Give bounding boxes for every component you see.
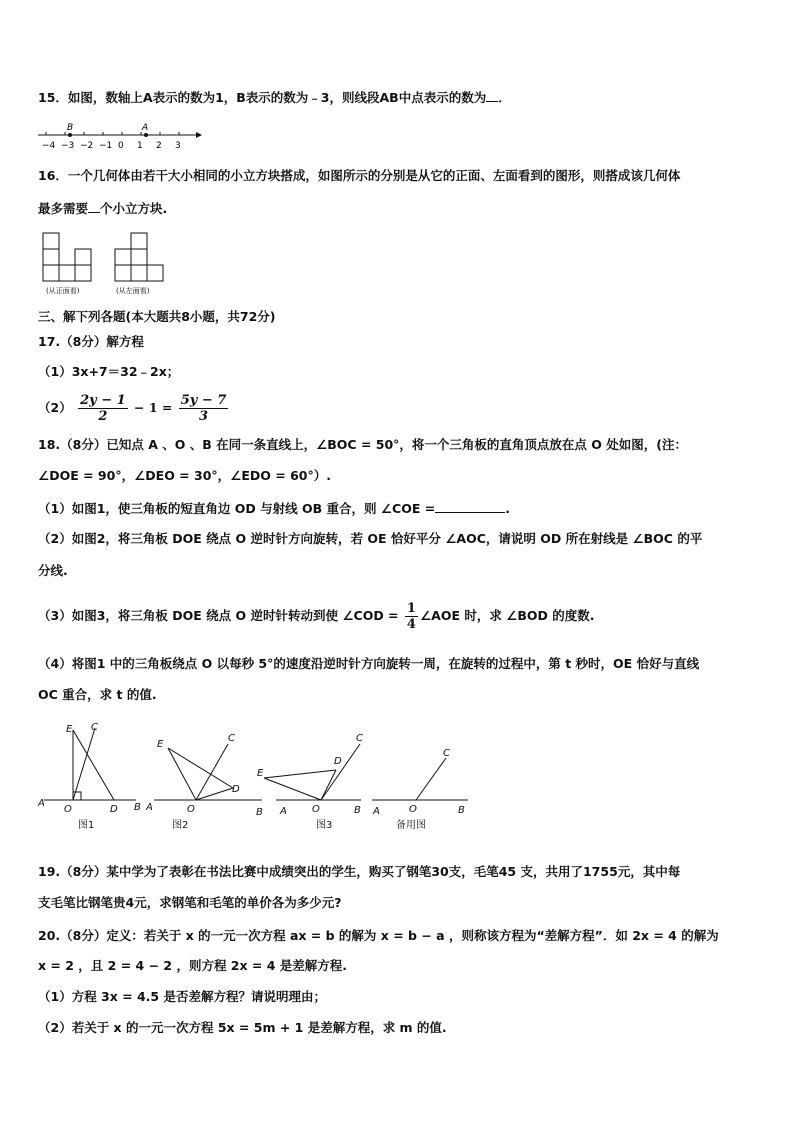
tick-label: 1	[137, 141, 143, 151]
front-view-grid	[43, 233, 91, 281]
spare-label-C: C	[443, 748, 450, 759]
fig2-label-O: O	[187, 804, 195, 815]
tick-label: −3	[61, 141, 75, 151]
q15-answer-blank	[486, 88, 498, 102]
tick-label: 2	[156, 141, 162, 151]
q16-line2	[38, 199, 167, 218]
number-line-figure	[34, 120, 204, 154]
q20-line1: 20.（8分）定义：若关于 x 的一元一次方程 ax = b 的解为 x = b − a ，则称该方程为“差解方程”．如 2x = 4 的解为	[38, 928, 719, 943]
q18-line2: ∠DOE = 90°，∠DEO = 30°，∠EDO = 60°）.	[38, 468, 331, 483]
fig1-label-O: O	[64, 804, 72, 815]
spare-OC	[416, 758, 446, 800]
q16-line1: 16．一个几何体由若干大小相同的小立方块搭成，如图所示的分别是从它的正面、左面看到的图形，则搭成该几何体	[38, 168, 681, 183]
tick-label: −4	[42, 141, 56, 151]
q17-part1	[38, 363, 179, 381]
fig3-label-C: C	[356, 733, 363, 744]
q18-p1-text: （1）如图1，使三角板的短直角边 OD 与射线 OB 重合，则 ∠COE =	[38, 501, 436, 516]
label-B: B	[67, 123, 74, 133]
fig1-ED	[73, 730, 114, 800]
q18-figures	[36, 716, 476, 836]
fig3-caption: 图3	[316, 820, 333, 831]
fig1-label-C: C	[91, 722, 98, 733]
q18-part2b: 分线.	[38, 563, 68, 578]
q17-part2	[38, 391, 230, 425]
q16-line2-start: 最多需要	[38, 201, 89, 216]
fig2-label-E: E	[157, 739, 164, 750]
q18-p3-fraction	[405, 601, 418, 632]
q15-tail: ．	[498, 90, 511, 105]
q17-left-numerator: 2y − 1	[80, 393, 126, 408]
q18-p3-denominator: 4	[406, 617, 416, 632]
q17-title: 17.（8分）解方程	[38, 334, 144, 349]
fig3-label-O: O	[312, 804, 320, 815]
fig3-ED	[264, 770, 336, 778]
fig2-caption: 图2	[172, 820, 189, 831]
q19-line2: 支毛笔比钢笔贵4元，求钢笔和毛笔的单价各为多少元?	[38, 895, 342, 910]
left-view-caption: (从左面看)	[116, 287, 150, 295]
q17-right-numerator: 5y − 7	[180, 393, 227, 408]
q17-left-fraction	[78, 393, 128, 424]
fig3-label-E: E	[257, 768, 264, 779]
fig1-label-E: E	[66, 724, 73, 735]
fig1-label-B: B	[134, 802, 141, 813]
q16-views-figure	[38, 230, 178, 300]
tick-label: 0	[118, 141, 124, 151]
fig1-caption: 图1	[78, 820, 95, 831]
spare-label-O: O	[409, 804, 417, 815]
q20-line2: x = 2 ，且 2 = 4 − 2 ，则方程 2x = 4 是差解方程.	[38, 958, 348, 973]
q18-p3-numerator: 1	[406, 601, 416, 616]
point-A	[144, 133, 148, 137]
q15-text	[38, 88, 511, 107]
q17-p1-label: （1）	[38, 364, 72, 379]
q17-right-fraction	[179, 393, 229, 424]
fig1-label-D: D	[110, 804, 118, 815]
q18-p3-start: （3）如图3，将三角板 DOE 绕点 O 逆时针转动到使 ∠COD =	[38, 608, 399, 623]
tick-label: 3	[175, 141, 181, 151]
section-3-heading: 三、解下列各题(本大题共8小题，共72分)	[38, 309, 276, 324]
q20-part2: （2）若关于 x 的一元一次方程 5x = 5m + 1 是差解方程，求 m 的值.	[38, 1020, 447, 1035]
fig1-OC	[73, 728, 95, 800]
q16-line2-end: 个小立方块.	[100, 201, 168, 216]
q18-part1	[38, 499, 510, 518]
tick-label: −2	[80, 141, 94, 151]
q15-stem: 15．如图，数轴上A表示的数为1，B表示的数为﹣3，则线段AB中点表示的数为	[38, 90, 487, 105]
q18-part4a: （4）将图1 中的三角板绕点 O 以每秒 5°的速度沿逆时针方向旋转一周，在旋转的过程中，第 t 秒时，OE 恰好与直线	[38, 656, 700, 671]
fig3-OC	[321, 744, 360, 800]
fig2-label-D: D	[232, 784, 240, 795]
q18-p3-end: ∠AOE 时，求 ∠BOD 的度数.	[419, 608, 595, 623]
fig3-OD	[321, 770, 336, 800]
q20-part1: （1）方程 3x = 4.5 是否差解方程？请说明理由；	[38, 989, 326, 1004]
q18-line1: 18.（8分）已知点 A 、O 、B 在同一条直线上，∠BOC = 50°，将一个三角板的直角顶点放在点 O 处如图，(注：	[38, 437, 687, 452]
spare-label-A: A	[373, 806, 380, 817]
front-view-caption: (从正面看)	[46, 287, 80, 295]
spare-label-B: B	[458, 805, 465, 816]
q17-p2-label: （2）	[38, 400, 72, 415]
fig3-label-B: B	[354, 805, 361, 816]
left-view-grid	[115, 233, 163, 281]
fig3-label-A: A	[280, 806, 287, 817]
point-B	[68, 133, 72, 137]
q18-part4b: OC 重合，求 t 的值.	[38, 687, 157, 702]
fig2-label-C: C	[228, 733, 235, 744]
fig3-label-D: D	[334, 756, 342, 767]
q18-p1-blank	[435, 499, 505, 513]
q19-line1: 19.（8分）某中学为了表彰在书法比赛中成绩突出的学生，购买了钢笔30支，毛笔45 支，共用了1755元，其中每	[38, 864, 681, 879]
fig2-ED	[168, 748, 233, 788]
fig1-label-A: A	[38, 798, 45, 809]
fig2-label-A: A	[146, 802, 153, 813]
q17-mid: − 1 =	[129, 400, 177, 415]
q16-answer-blank	[88, 199, 100, 213]
tick-label: −1	[99, 141, 113, 151]
spare-caption: 备用图	[396, 820, 426, 831]
q17-p1-equation: 3x+7＝32﹣2x；	[71, 364, 180, 379]
q17-right-denominator: 3	[198, 409, 209, 424]
fig2-label-B: B	[256, 807, 263, 818]
q18-p1-tail: .	[505, 501, 510, 516]
q18-part3	[38, 598, 595, 634]
fig2-OE	[168, 748, 196, 800]
fig3-OE	[264, 778, 321, 800]
q17-left-denominator: 2	[98, 409, 108, 424]
q18-part2a: （2）如图2，将三角板 DOE 绕点 O 逆时针方向旋转，若 OE 恰好平分 ∠AOC，请说明 OD 所在射线是 ∠BOC 的平	[38, 531, 703, 546]
label-A: A	[142, 123, 149, 133]
